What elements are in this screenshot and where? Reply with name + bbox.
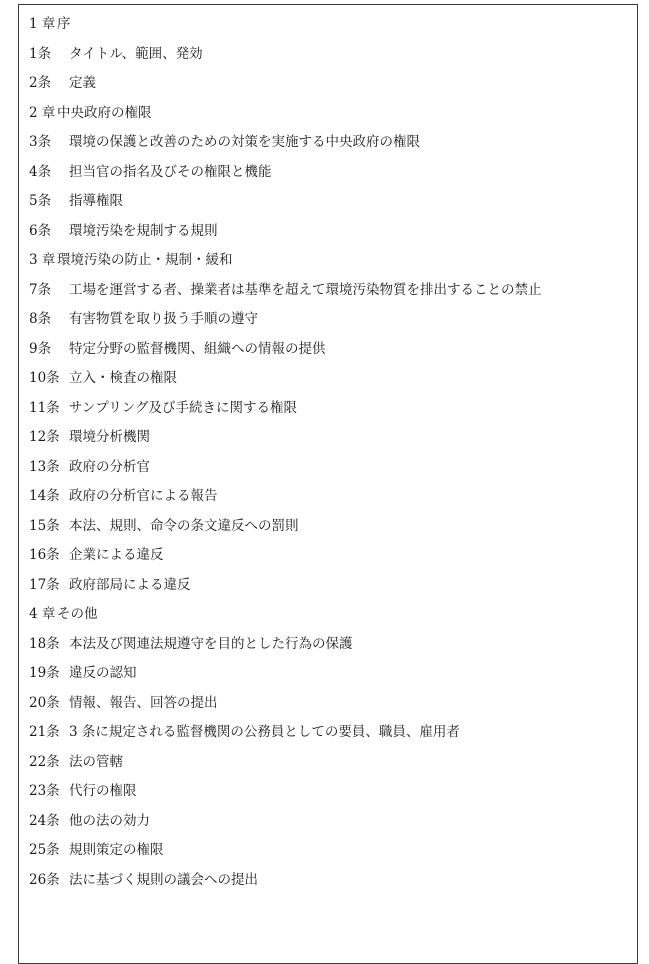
article-number: 20条 [29, 694, 60, 711]
article-number: 13条 [29, 458, 60, 475]
article-entry [29, 866, 637, 896]
article-entry [29, 541, 637, 571]
article-title: 本法及び関連法規遵守を目的とした行為の保護 [69, 635, 353, 652]
chapter-title: 中央政府の権限 [57, 104, 152, 121]
article-entry [29, 689, 637, 719]
article-entry [29, 836, 637, 866]
chapter-number: 1 章 [29, 16, 56, 32]
article-entry [29, 423, 637, 453]
article-number: 26条 [29, 871, 60, 888]
article-entry [29, 364, 637, 394]
article-number: 23条 [29, 783, 60, 799]
article-entry [29, 276, 637, 306]
article-number: 6条 [29, 222, 52, 239]
table-of-contents [18, 4, 638, 964]
article-entry [29, 217, 637, 247]
article-title: 法に基づく規則の議会への提出 [69, 871, 258, 888]
article-entry [29, 69, 637, 99]
chapter-heading [29, 10, 637, 40]
article-entry [29, 128, 637, 158]
article-number: 17条 [29, 576, 60, 593]
chapter-heading [29, 246, 637, 276]
article-title: 政府の分析官 [69, 458, 150, 475]
article-number: 14条 [29, 488, 60, 504]
article-title: 有害物質を取り扱う手順の遵守 [69, 311, 258, 327]
article-title: 特定分野の監督機関、組織への情報の提供 [69, 340, 326, 357]
article-entry [29, 453, 637, 483]
article-number: 4条 [29, 163, 52, 180]
article-entry [29, 335, 637, 365]
article-number: 21条 [29, 724, 60, 740]
article-number: 5条 [29, 193, 52, 209]
article-title: 法の管轄 [69, 753, 123, 770]
article-number: 10条 [29, 370, 60, 386]
article-title: 定義 [69, 75, 96, 91]
article-entry [29, 158, 637, 188]
article-entry [29, 394, 637, 424]
article-number: 8条 [29, 311, 52, 327]
chapter-number: 3 章 [29, 252, 56, 268]
article-title: 情報、報告、回答の提出 [69, 694, 218, 711]
article-title: タイトル、範囲、発効 [69, 45, 203, 62]
article-entry [29, 482, 637, 512]
article-title: 違反の認知 [69, 665, 137, 681]
article-entry [29, 718, 637, 748]
article-number: 3条 [29, 134, 52, 150]
article-title: 他の法の効力 [69, 812, 150, 829]
article-number: 18条 [29, 635, 60, 652]
article-title: 指導権限 [69, 193, 123, 209]
article-number: 7条 [29, 281, 52, 298]
article-number: 16条 [29, 547, 60, 563]
article-entry [29, 305, 637, 335]
article-number: 25条 [29, 842, 60, 858]
article-title: 本法、規則、命令の条文違反への罰則 [69, 517, 299, 534]
chapter-title: その他 [57, 606, 98, 622]
toc-list [29, 10, 637, 895]
article-entry [29, 748, 637, 778]
article-title: 工場を運営する者、操業者は基準を超えて環境汚染物質を排出することの禁止 [69, 281, 542, 298]
chapter-number: 2 章 [29, 104, 56, 121]
article-entry [29, 571, 637, 601]
article-entry [29, 187, 637, 217]
article-entry [29, 630, 637, 660]
article-title: 担当官の指名及びその権限と機能 [69, 163, 272, 180]
article-number: 9条 [29, 340, 52, 357]
article-title: 環境の保護と改善のための対策を実施する中央政府の権限 [69, 134, 420, 150]
article-number: 19条 [29, 665, 60, 681]
article-title: 3 条に規定される監督機関の公務員としての要員、職員、雇用者 [69, 724, 460, 740]
chapter-title: 環境汚染の防止・規制・緩和 [57, 252, 233, 268]
chapter-number: 4 章 [29, 606, 56, 622]
article-entry [29, 512, 637, 542]
article-number: 12条 [29, 429, 60, 445]
article-title: 代行の権限 [69, 783, 137, 799]
article-entry [29, 659, 637, 689]
article-entry [29, 807, 637, 837]
article-entry [29, 777, 637, 807]
article-number: 22条 [29, 753, 60, 770]
article-title: 政府の分析官による報告 [69, 488, 218, 504]
article-entry [29, 40, 637, 70]
article-number: 11条 [29, 399, 60, 416]
article-number: 24条 [29, 812, 60, 829]
article-title: 環境分析機関 [69, 429, 150, 445]
article-title: 企業による違反 [69, 547, 164, 563]
article-title: 立入・検査の権限 [69, 370, 177, 386]
article-number: 1条 [29, 45, 52, 62]
chapter-heading [29, 99, 637, 129]
article-number: 15条 [29, 517, 60, 534]
article-title: 環境汚染を規制する規則 [69, 222, 218, 239]
article-number: 2条 [29, 75, 52, 91]
article-title: サンプリング及び手続きに関する権限 [69, 399, 298, 416]
chapter-title: 序 [57, 16, 71, 32]
article-title: 規則策定の権限 [69, 842, 164, 858]
article-title: 政府部局による違反 [69, 576, 191, 593]
chapter-heading [29, 600, 637, 630]
